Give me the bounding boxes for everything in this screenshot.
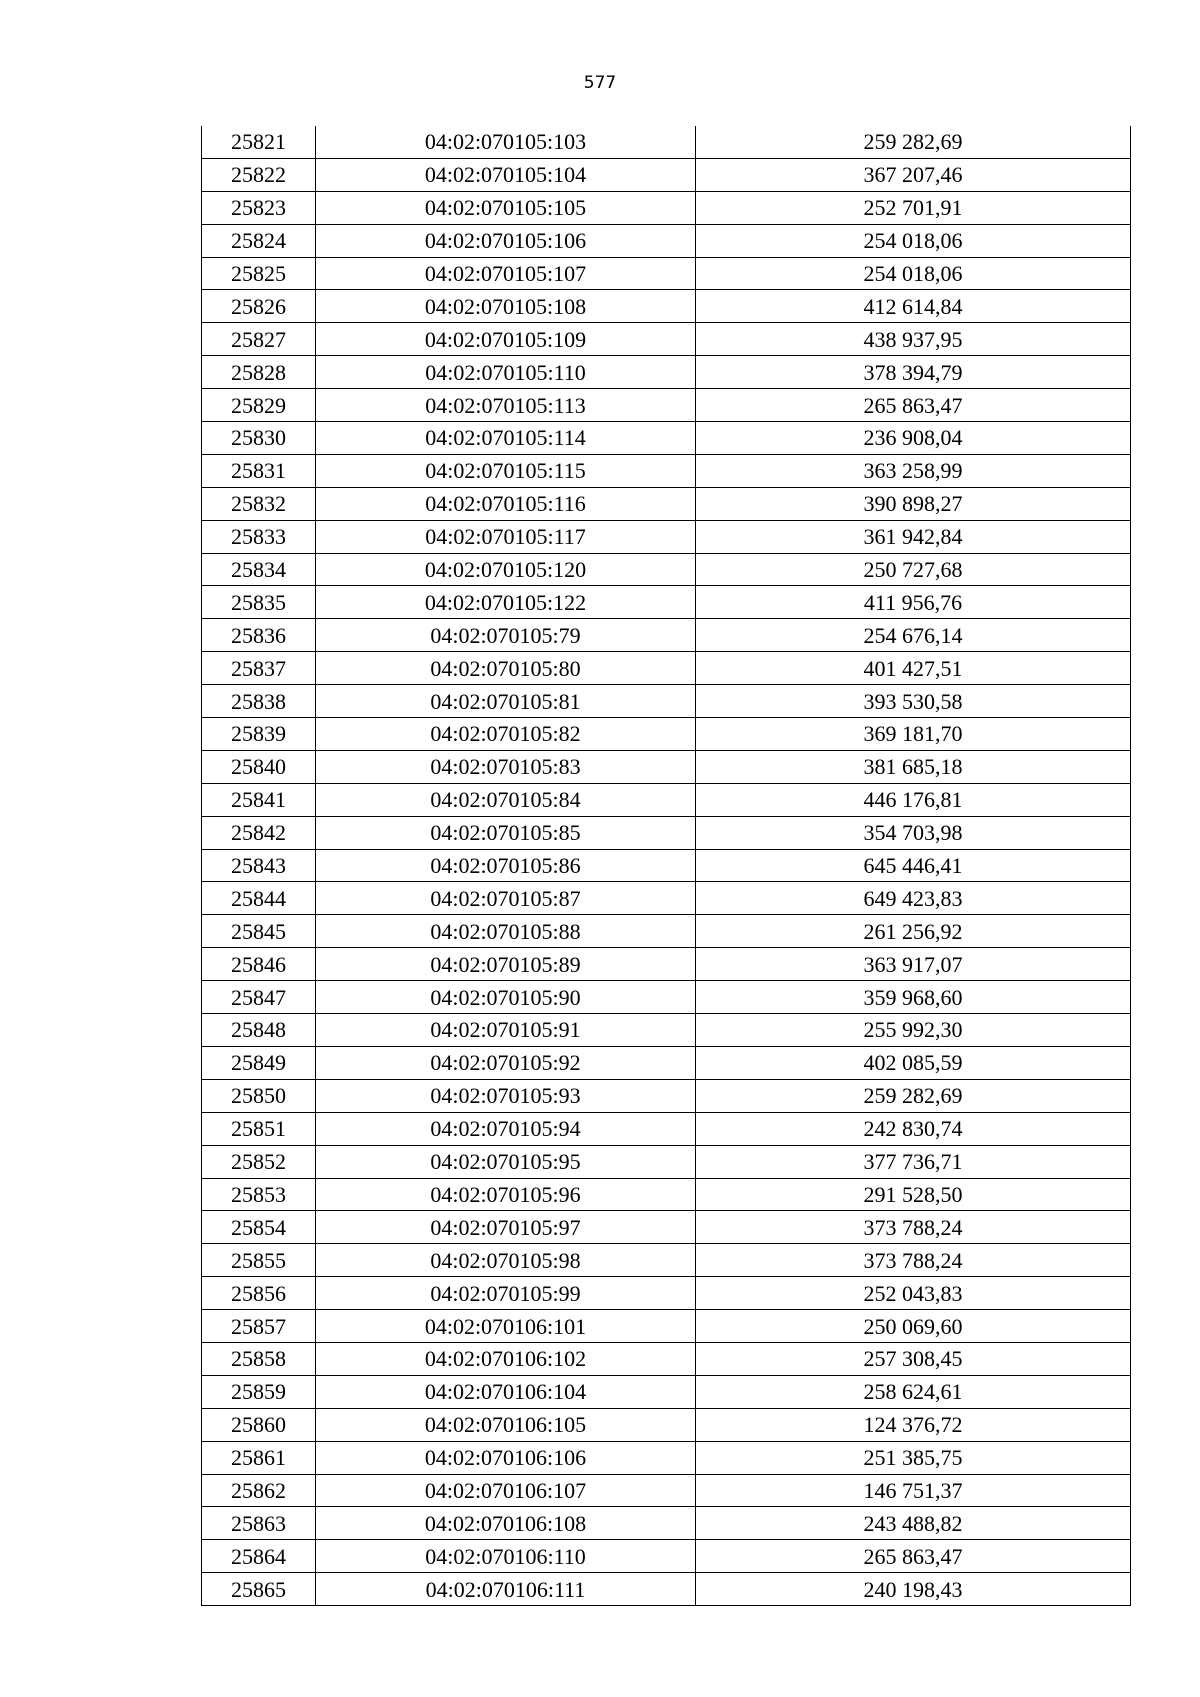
cadastral-value-cell: 354 703,98: [696, 816, 1131, 849]
cadastral-number-cell: 04:02:070105:108: [316, 290, 696, 323]
row-number-cell: 25859: [202, 1375, 316, 1408]
row-number-cell: 25849: [202, 1046, 316, 1079]
cadastral-value-cell: 363 917,07: [696, 948, 1131, 981]
cadastral-value-cell: 361 942,84: [696, 520, 1131, 553]
row-number-cell: 25843: [202, 849, 316, 882]
row-number-cell: 25864: [202, 1540, 316, 1573]
cadastral-value-cell: 265 863,47: [696, 1540, 1131, 1573]
cadastral-number-cell: 04:02:070105:83: [316, 750, 696, 783]
cadastral-number-cell: 04:02:070105:94: [316, 1112, 696, 1145]
table-row: [202, 1079, 1131, 1112]
row-number-cell: 25858: [202, 1342, 316, 1375]
row-number-cell: 25852: [202, 1145, 316, 1178]
cadastral-number-cell: 04:02:070105:84: [316, 783, 696, 816]
row-number-cell: 25861: [202, 1441, 316, 1474]
row-number-cell: 25830: [202, 422, 316, 455]
row-number-cell: 25829: [202, 389, 316, 422]
row-number-cell: 25826: [202, 290, 316, 323]
cadastral-value-cell: 363 258,99: [696, 454, 1131, 487]
table-row: [202, 520, 1131, 553]
cadastral-number-cell: 04:02:070105:120: [316, 553, 696, 586]
cadastral-value-cell: 240 198,43: [696, 1573, 1131, 1606]
cadastral-value-cell: 124 376,72: [696, 1408, 1131, 1441]
row-number-cell: 25824: [202, 224, 316, 257]
cadastral-value-cell: 378 394,79: [696, 356, 1131, 389]
table-row: [202, 1540, 1131, 1573]
cadastral-number-cell: 04:02:070105:96: [316, 1178, 696, 1211]
table-row: [202, 849, 1131, 882]
table-row: [202, 882, 1131, 915]
table-row: [202, 586, 1131, 619]
row-number-cell: 25850: [202, 1079, 316, 1112]
cadastral-number-cell: 04:02:070105:103: [316, 126, 696, 158]
table-row: [202, 454, 1131, 487]
row-number-cell: 25835: [202, 586, 316, 619]
cadastral-value-cell: 649 423,83: [696, 882, 1131, 915]
table-row: [202, 1046, 1131, 1079]
cadastral-number-cell: 04:02:070105:79: [316, 619, 696, 652]
table-row: [202, 750, 1131, 783]
cadastral-value-cell: 258 624,61: [696, 1375, 1131, 1408]
table-row: [202, 1277, 1131, 1310]
table-row: [202, 126, 1131, 158]
cadastral-value-cell: 252 701,91: [696, 191, 1131, 224]
cadastral-number-cell: 04:02:070105:113: [316, 389, 696, 422]
row-number-cell: 25855: [202, 1244, 316, 1277]
table-body: [202, 126, 1131, 1606]
row-number-cell: 25860: [202, 1408, 316, 1441]
cadastral-value-cell: 250 069,60: [696, 1310, 1131, 1343]
cadastral-number-cell: 04:02:070105:95: [316, 1145, 696, 1178]
table-row: [202, 1211, 1131, 1244]
table-row: [202, 1474, 1131, 1507]
table-row: [202, 1178, 1131, 1211]
cadastral-value-cell: 412 614,84: [696, 290, 1131, 323]
table-row: [202, 224, 1131, 257]
cadastral-number-cell: 04:02:070105:97: [316, 1211, 696, 1244]
row-number-cell: 25831: [202, 454, 316, 487]
table-row: [202, 619, 1131, 652]
cadastral-number-cell: 04:02:070105:90: [316, 981, 696, 1014]
cadastral-value-cell: 254 018,06: [696, 224, 1131, 257]
cadastral-value-cell: 254 018,06: [696, 257, 1131, 290]
cadastral-value-cell: 390 898,27: [696, 487, 1131, 520]
table-row: [202, 487, 1131, 520]
row-number-cell: 25822: [202, 158, 316, 191]
cadastral-number-cell: 04:02:070105:98: [316, 1244, 696, 1277]
cadastral-value-cell: 251 385,75: [696, 1441, 1131, 1474]
cadastral-number-cell: 04:02:070105:89: [316, 948, 696, 981]
table-row: [202, 915, 1131, 948]
row-number-cell: 25851: [202, 1112, 316, 1145]
row-number-cell: 25847: [202, 981, 316, 1014]
cadastral-number-cell: 04:02:070106:104: [316, 1375, 696, 1408]
cadastral-number-cell: 04:02:070105:114: [316, 422, 696, 455]
cadastral-number-cell: 04:02:070105:115: [316, 454, 696, 487]
cadastral-number-cell: 04:02:070105:105: [316, 191, 696, 224]
cadastral-number-cell: 04:02:070105:109: [316, 323, 696, 356]
row-number-cell: 25841: [202, 783, 316, 816]
table-row: [202, 290, 1131, 323]
row-number-cell: 25853: [202, 1178, 316, 1211]
cadastral-value-cell: 236 908,04: [696, 422, 1131, 455]
cadastral-number-cell: 04:02:070105:106: [316, 224, 696, 257]
row-number-cell: 25845: [202, 915, 316, 948]
table-row: [202, 1112, 1131, 1145]
cadastral-value-cell: 255 992,30: [696, 1014, 1131, 1047]
row-number-cell: 25828: [202, 356, 316, 389]
cadastral-number-cell: 04:02:070105:87: [316, 882, 696, 915]
cadastral-value-cell: 257 308,45: [696, 1342, 1131, 1375]
row-number-cell: 25842: [202, 816, 316, 849]
cadastral-number-cell: 04:02:070106:107: [316, 1474, 696, 1507]
row-number-cell: 25839: [202, 718, 316, 751]
row-number-cell: 25827: [202, 323, 316, 356]
table-row: [202, 158, 1131, 191]
cadastral-number-cell: 04:02:070105:107: [316, 257, 696, 290]
row-number-cell: 25825: [202, 257, 316, 290]
row-number-cell: 25857: [202, 1310, 316, 1343]
row-number-cell: 25834: [202, 553, 316, 586]
cadastral-number-cell: 04:02:070105:116: [316, 487, 696, 520]
row-number-cell: 25832: [202, 487, 316, 520]
cadastral-value-cell: 252 043,83: [696, 1277, 1131, 1310]
row-number-cell: 25840: [202, 750, 316, 783]
row-number-cell: 25846: [202, 948, 316, 981]
cadastral-value-cell: 242 830,74: [696, 1112, 1131, 1145]
cadastral-number-cell: 04:02:070106:111: [316, 1573, 696, 1606]
row-number-cell: 25821: [202, 126, 316, 158]
cadastral-number-cell: 04:02:070106:102: [316, 1342, 696, 1375]
cadastral-value-cell: 259 282,69: [696, 126, 1131, 158]
cadastral-value-cell: 369 181,70: [696, 718, 1131, 751]
cadastral-number-cell: 04:02:070106:106: [316, 1441, 696, 1474]
table-row: [202, 685, 1131, 718]
table-row: [202, 257, 1131, 290]
cadastral-number-cell: 04:02:070105:99: [316, 1277, 696, 1310]
cadastral-value-cell: 291 528,50: [696, 1178, 1131, 1211]
cadastral-number-cell: 04:02:070105:88: [316, 915, 696, 948]
cadastral-value-cell: 265 863,47: [696, 389, 1131, 422]
table-row: [202, 1573, 1131, 1606]
cadastral-number-cell: 04:02:070106:101: [316, 1310, 696, 1343]
table-row: [202, 1310, 1131, 1343]
row-number-cell: 25838: [202, 685, 316, 718]
cadastral-number-cell: 04:02:070106:110: [316, 1540, 696, 1573]
table-row: [202, 783, 1131, 816]
row-number-cell: 25863: [202, 1507, 316, 1540]
cadastral-value-cell: 373 788,24: [696, 1244, 1131, 1277]
cadastral-value-cell: 393 530,58: [696, 685, 1131, 718]
table-row: [202, 1408, 1131, 1441]
cadastral-value-table: [201, 126, 1131, 1606]
cadastral-value-cell: 446 176,81: [696, 783, 1131, 816]
cadastral-number-cell: 04:02:070105:104: [316, 158, 696, 191]
page-number: 577: [583, 73, 617, 93]
table-row: [202, 191, 1131, 224]
row-number-cell: 25865: [202, 1573, 316, 1606]
cadastral-value-cell: 250 727,68: [696, 553, 1131, 586]
cadastral-value-cell: 401 427,51: [696, 652, 1131, 685]
cadastral-number-cell: 04:02:070105:92: [316, 1046, 696, 1079]
table-row: [202, 1145, 1131, 1178]
cadastral-number-cell: 04:02:070105:80: [316, 652, 696, 685]
table-row: [202, 1244, 1131, 1277]
table-row: [202, 1342, 1131, 1375]
cadastral-value-cell: 377 736,71: [696, 1145, 1131, 1178]
cadastral-value-cell: 359 968,60: [696, 981, 1131, 1014]
cadastral-value-cell: 373 788,24: [696, 1211, 1131, 1244]
row-number-cell: 25836: [202, 619, 316, 652]
cadastral-number-cell: 04:02:070105:117: [316, 520, 696, 553]
row-number-cell: 25837: [202, 652, 316, 685]
cadastral-number-cell: 04:02:070106:108: [316, 1507, 696, 1540]
cadastral-number-cell: 04:02:070105:110: [316, 356, 696, 389]
cadastral-value-cell: 243 488,82: [696, 1507, 1131, 1540]
table-row: [202, 981, 1131, 1014]
table-row: [202, 1375, 1131, 1408]
row-number-cell: 25848: [202, 1014, 316, 1047]
cadastral-number-cell: 04:02:070105:93: [316, 1079, 696, 1112]
cadastral-value-cell: 438 937,95: [696, 323, 1131, 356]
table-row: [202, 422, 1131, 455]
cadastral-value-cell: 381 685,18: [696, 750, 1131, 783]
row-number-cell: 25856: [202, 1277, 316, 1310]
table-row: [202, 1014, 1131, 1047]
cadastral-value-cell: 402 085,59: [696, 1046, 1131, 1079]
table-row: [202, 356, 1131, 389]
cadastral-value-cell: 645 446,41: [696, 849, 1131, 882]
table-row: [202, 1507, 1131, 1540]
row-number-cell: 25823: [202, 191, 316, 224]
cadastral-number-cell: 04:02:070105:86: [316, 849, 696, 882]
row-number-cell: 25854: [202, 1211, 316, 1244]
cadastral-number-cell: 04:02:070105:122: [316, 586, 696, 619]
cadastral-number-cell: 04:02:070105:82: [316, 718, 696, 751]
cadastral-number-cell: 04:02:070105:91: [316, 1014, 696, 1047]
table-row: [202, 652, 1131, 685]
table-row: [202, 948, 1131, 981]
cadastral-number-cell: 04:02:070106:105: [316, 1408, 696, 1441]
table-row: [202, 389, 1131, 422]
cadastral-number-cell: 04:02:070105:81: [316, 685, 696, 718]
row-number-cell: 25833: [202, 520, 316, 553]
cadastral-value-cell: 411 956,76: [696, 586, 1131, 619]
table-row: [202, 323, 1131, 356]
cadastral-table-container: [201, 126, 1130, 1606]
cadastral-number-cell: 04:02:070105:85: [316, 816, 696, 849]
cadastral-value-cell: 261 256,92: [696, 915, 1131, 948]
cadastral-value-cell: 254 676,14: [696, 619, 1131, 652]
cadastral-value-cell: 146 751,37: [696, 1474, 1131, 1507]
table-row: [202, 816, 1131, 849]
table-row: [202, 553, 1131, 586]
row-number-cell: 25844: [202, 882, 316, 915]
cadastral-value-cell: 259 282,69: [696, 1079, 1131, 1112]
row-number-cell: 25862: [202, 1474, 316, 1507]
cadastral-value-cell: 367 207,46: [696, 158, 1131, 191]
table-row: [202, 1441, 1131, 1474]
table-row: [202, 718, 1131, 751]
